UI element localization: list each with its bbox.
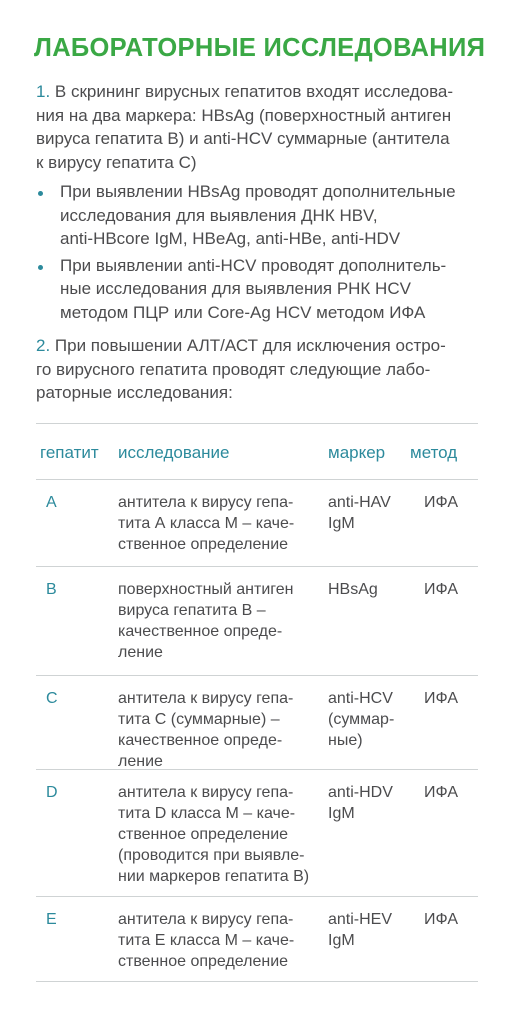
section-2-paragraph — [36, 334, 482, 405]
cell-marker: anti-HCV (суммар- ные) — [328, 690, 395, 749]
cell-hepatitis: D — [46, 784, 58, 801]
header-method: метод — [410, 443, 458, 462]
cell-marker: anti-HDV IgM — [328, 784, 393, 822]
header-marker: маркер — [328, 443, 386, 462]
bullet-dot-icon — [38, 191, 43, 196]
bullet-item — [36, 180, 486, 251]
cell-marker: anti-HEV IgM — [328, 911, 393, 949]
table-row — [36, 676, 478, 769]
section-2-number: 2. — [36, 336, 51, 355]
table-row — [36, 567, 478, 675]
page-title: ЛАБОРАТОРНЫЕ ИССЛЕДОВАНИЯ — [34, 34, 486, 62]
bullet-text: При выявлении HBsAg проводят дополнительные исследования для выявления ДНК HBV, anti-HBcore IgM, HBeAg, anti-HBe, anti-HDV — [60, 182, 456, 248]
bullet-item — [36, 254, 486, 325]
cell-method: ИФА — [424, 494, 458, 511]
cell-method: ИФА — [424, 581, 458, 598]
cell-hepatitis: E — [46, 911, 57, 928]
cell-method: ИФА — [424, 784, 458, 801]
header-test: исследование — [118, 443, 230, 462]
cell-test: антитела к вирусу гепа- тита А класса М – каче- ственное определение — [118, 494, 295, 553]
section-1-paragraph — [36, 80, 482, 174]
table-header — [36, 424, 478, 479]
cell-marker: HBsAg — [328, 581, 378, 598]
bullet-dot-icon — [38, 265, 43, 270]
header-hepatitis: гепатит — [40, 443, 99, 462]
table-row — [36, 897, 478, 981]
cell-hepatitis: A — [46, 494, 57, 511]
cell-marker: anti-HAV IgM — [328, 494, 391, 532]
cell-hepatitis: B — [46, 581, 57, 598]
section-1-number: 1. — [36, 82, 51, 101]
lab-tests-table — [36, 423, 478, 982]
cell-test: поверхностный антиген вируса гепатита В – качественное опреде- ление — [118, 581, 294, 661]
cell-test: антитела к вирусу гепа- тита С (суммарные) – качественное опреде- ление — [118, 690, 294, 770]
section-1-text: В скрининг вирусных гепатитов входят исследова- ния на два маркера: HBsAg (поверхностный антиген вируса гепатита В) и anti-HCV суммарные (антитела к вирусу гепатита С) — [36, 82, 454, 172]
cell-method: ИФА — [424, 690, 458, 707]
section-2-text: При повышении АЛТ/АСТ для исключения остро- го вирусного гепатита проводят следующие лабо- раторные исследования: — [36, 336, 446, 402]
table-row — [36, 480, 478, 566]
table-divider — [36, 981, 478, 982]
cell-test: антитела к вирусу гепа- тита Е класса М – каче- ственное определение — [118, 911, 295, 970]
table-row — [36, 770, 478, 896]
cell-test: антитела к вирусу гепа- тита D класса М – каче- ственное определение (проводится при выявле- нии маркеров гепатита В) — [118, 784, 310, 885]
cell-method: ИФА — [424, 911, 458, 928]
bullet-text: При выявлении anti-HCV проводят дополнитель- ные исследования для выявления РНК HCV методом ПЦР или Core-Ag HCV методом ИФА — [60, 255, 447, 322]
cell-hepatitis: C — [46, 690, 58, 707]
section-1-bullet-list — [36, 180, 486, 327]
